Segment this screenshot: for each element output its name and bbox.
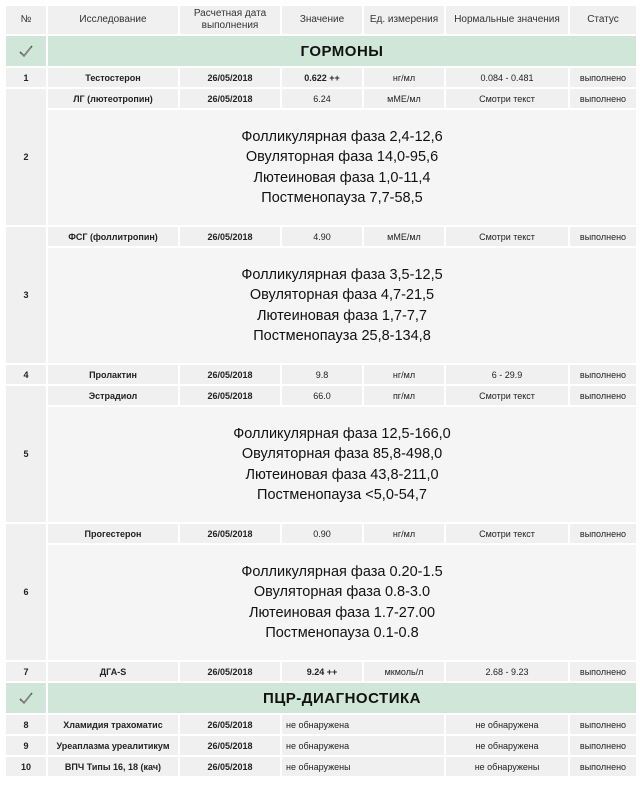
- reference-line: Фолликулярная фаза 3,5-12,5: [241, 266, 443, 283]
- status: выполнено: [570, 524, 636, 543]
- normal-range: не обнаружены: [446, 757, 568, 776]
- due-date: 26/05/2018: [180, 715, 280, 734]
- row-number: 5: [6, 386, 46, 522]
- unit: нг/мл: [364, 365, 444, 384]
- status: выполнено: [570, 715, 636, 734]
- due-date: 26/05/2018: [180, 68, 280, 87]
- due-date: 26/05/2018: [180, 662, 280, 681]
- unit: мМЕ/мл: [364, 227, 444, 246]
- reference-ranges: [48, 110, 636, 225]
- section-header[interactable]: [6, 36, 636, 66]
- section-title: ГОРМОНЫ: [48, 36, 636, 66]
- col-header-unit: Ед. измерения: [364, 6, 444, 34]
- col-header-status: Статус: [570, 6, 636, 34]
- status: выполнено: [570, 662, 636, 681]
- status: выполнено: [570, 365, 636, 384]
- result-value: 4.90: [282, 227, 362, 246]
- normal-range: 2.68 - 9.23: [446, 662, 568, 681]
- reference-line: Постменопауза <5,0-54,7: [257, 487, 427, 503]
- section-title: ПЦР-ДИАГНОСТИКА: [48, 683, 636, 713]
- table-row: [6, 386, 636, 405]
- test-name: Уреаплазма уреалитикум: [48, 736, 178, 755]
- due-date: 26/05/2018: [180, 227, 280, 246]
- results-page: [4, 4, 636, 778]
- row-number: 9: [6, 736, 46, 755]
- check-icon: [18, 43, 34, 59]
- test-name: ЛГ (лютеотропин): [48, 89, 178, 108]
- table-row: [6, 89, 636, 108]
- status: выполнено: [570, 68, 636, 87]
- check-icon: [18, 690, 34, 706]
- section-check-cell: [6, 36, 46, 66]
- test-name: Пролактин: [48, 365, 178, 384]
- row-number: 7: [6, 662, 46, 681]
- col-header-num: №: [6, 6, 46, 34]
- result-value: не обнаружена: [282, 736, 444, 755]
- status: выполнено: [570, 757, 636, 776]
- reference-line: Лютеиновая фаза 1,7-7,7: [257, 307, 427, 324]
- col-header-value: Значение: [282, 6, 362, 34]
- result-value: 6.24: [282, 89, 362, 108]
- result-value: 66.0: [282, 386, 362, 405]
- reference-row: [6, 545, 636, 660]
- table-row: [6, 662, 636, 681]
- reference-line: Овуляторная фаза 85,8-498,0: [241, 446, 443, 462]
- normal-range: Смотри текст: [446, 89, 568, 108]
- due-date: 26/05/2018: [180, 365, 280, 384]
- test-name: Хламидия трахоматис: [48, 715, 178, 734]
- reference-line: Овуляторная фаза 0.8-3.0: [253, 584, 431, 600]
- normal-range: не обнаружена: [446, 736, 568, 755]
- row-number: 10: [6, 757, 46, 776]
- table-row: [6, 524, 636, 543]
- reference-line: Постменопауза 0.1-0.8: [265, 625, 419, 641]
- status: выполнено: [570, 736, 636, 755]
- unit: нг/мл: [364, 524, 444, 543]
- table-row: [6, 736, 636, 755]
- unit: нг/мл: [364, 68, 444, 87]
- table-row: [6, 68, 636, 87]
- reference-line: Лютеиновая фаза 1,0-11,4: [253, 169, 431, 186]
- due-date: 26/05/2018: [180, 524, 280, 543]
- unit: пг/мл: [364, 386, 444, 405]
- test-name: ДГА-S: [48, 662, 178, 681]
- due-date: 26/05/2018: [180, 386, 280, 405]
- row-number: 3: [6, 227, 46, 363]
- reference-line: Фолликулярная фаза 0.20-1.5: [241, 563, 443, 580]
- reference-row: [6, 407, 636, 522]
- reference-line: Фолликулярная фаза 2,4-12,6: [241, 128, 443, 145]
- status: выполнено: [570, 89, 636, 108]
- table-header: [6, 6, 636, 34]
- col-header-test: Исследование: [48, 6, 178, 34]
- status: выполнено: [570, 227, 636, 246]
- result-value: 0.90: [282, 524, 362, 543]
- normal-range: Смотри текст: [446, 386, 568, 405]
- test-name: Тестостерон: [48, 68, 178, 87]
- section-header[interactable]: [6, 683, 636, 713]
- due-date: 26/05/2018: [180, 757, 280, 776]
- table-row: [6, 757, 636, 776]
- result-value: не обнаружены: [282, 757, 444, 776]
- normal-range: 0.084 - 0.481: [446, 68, 568, 87]
- result-value: 9.8: [282, 365, 362, 384]
- reference-line: Фолликулярная фаза 12,5-166,0: [233, 425, 451, 442]
- normal-range: не обнаружена: [446, 715, 568, 734]
- normal-range: Смотри текст: [446, 524, 568, 543]
- table-row: [6, 715, 636, 734]
- due-date: 26/05/2018: [180, 736, 280, 755]
- status: выполнено: [570, 386, 636, 405]
- unit: мкмоль/л: [364, 662, 444, 681]
- row-number: 1: [6, 68, 46, 87]
- col-header-normal: Нормальные значения: [446, 6, 568, 34]
- col-header-date: Расчетная дата выполнения: [180, 6, 280, 34]
- due-date: 26/05/2018: [180, 89, 280, 108]
- table-row: [6, 365, 636, 384]
- reference-ranges: [48, 545, 636, 660]
- unit: мМЕ/мл: [364, 89, 444, 108]
- results-table: [4, 4, 638, 778]
- test-name: Прогестерон: [48, 524, 178, 543]
- section-check-cell: [6, 683, 46, 713]
- normal-range: Смотри текст: [446, 227, 568, 246]
- reference-row: [6, 110, 636, 225]
- reference-line: Овуляторная фаза 4,7-21,5: [249, 287, 435, 303]
- reference-line: Лютеиновая фаза 43,8-211,0: [245, 466, 439, 483]
- reference-line: Овуляторная фаза 14,0-95,6: [245, 149, 439, 165]
- table-row: [6, 227, 636, 246]
- reference-line: Постменопауза 7,7-58,5: [261, 190, 423, 206]
- normal-range: 6 - 29.9: [446, 365, 568, 384]
- result-value: 0.622 ++: [282, 68, 362, 87]
- reference-ranges: [48, 407, 636, 522]
- row-number: 8: [6, 715, 46, 734]
- test-name: ВПЧ Типы 16, 18 (кач): [48, 757, 178, 776]
- row-number: 4: [6, 365, 46, 384]
- test-name: ФСГ (фоллитропин): [48, 227, 178, 246]
- reference-ranges: [48, 248, 636, 363]
- result-value: не обнаружена: [282, 715, 444, 734]
- reference-row: [6, 248, 636, 363]
- reference-line: Постменопауза 25,8-134,8: [253, 328, 431, 344]
- test-name: Эстрадиол: [48, 386, 178, 405]
- result-value: 9.24 ++: [282, 662, 362, 681]
- row-number: 6: [6, 524, 46, 660]
- row-number: 2: [6, 89, 46, 225]
- reference-line: Лютеиновая фаза 1.7-27.00: [248, 604, 436, 621]
